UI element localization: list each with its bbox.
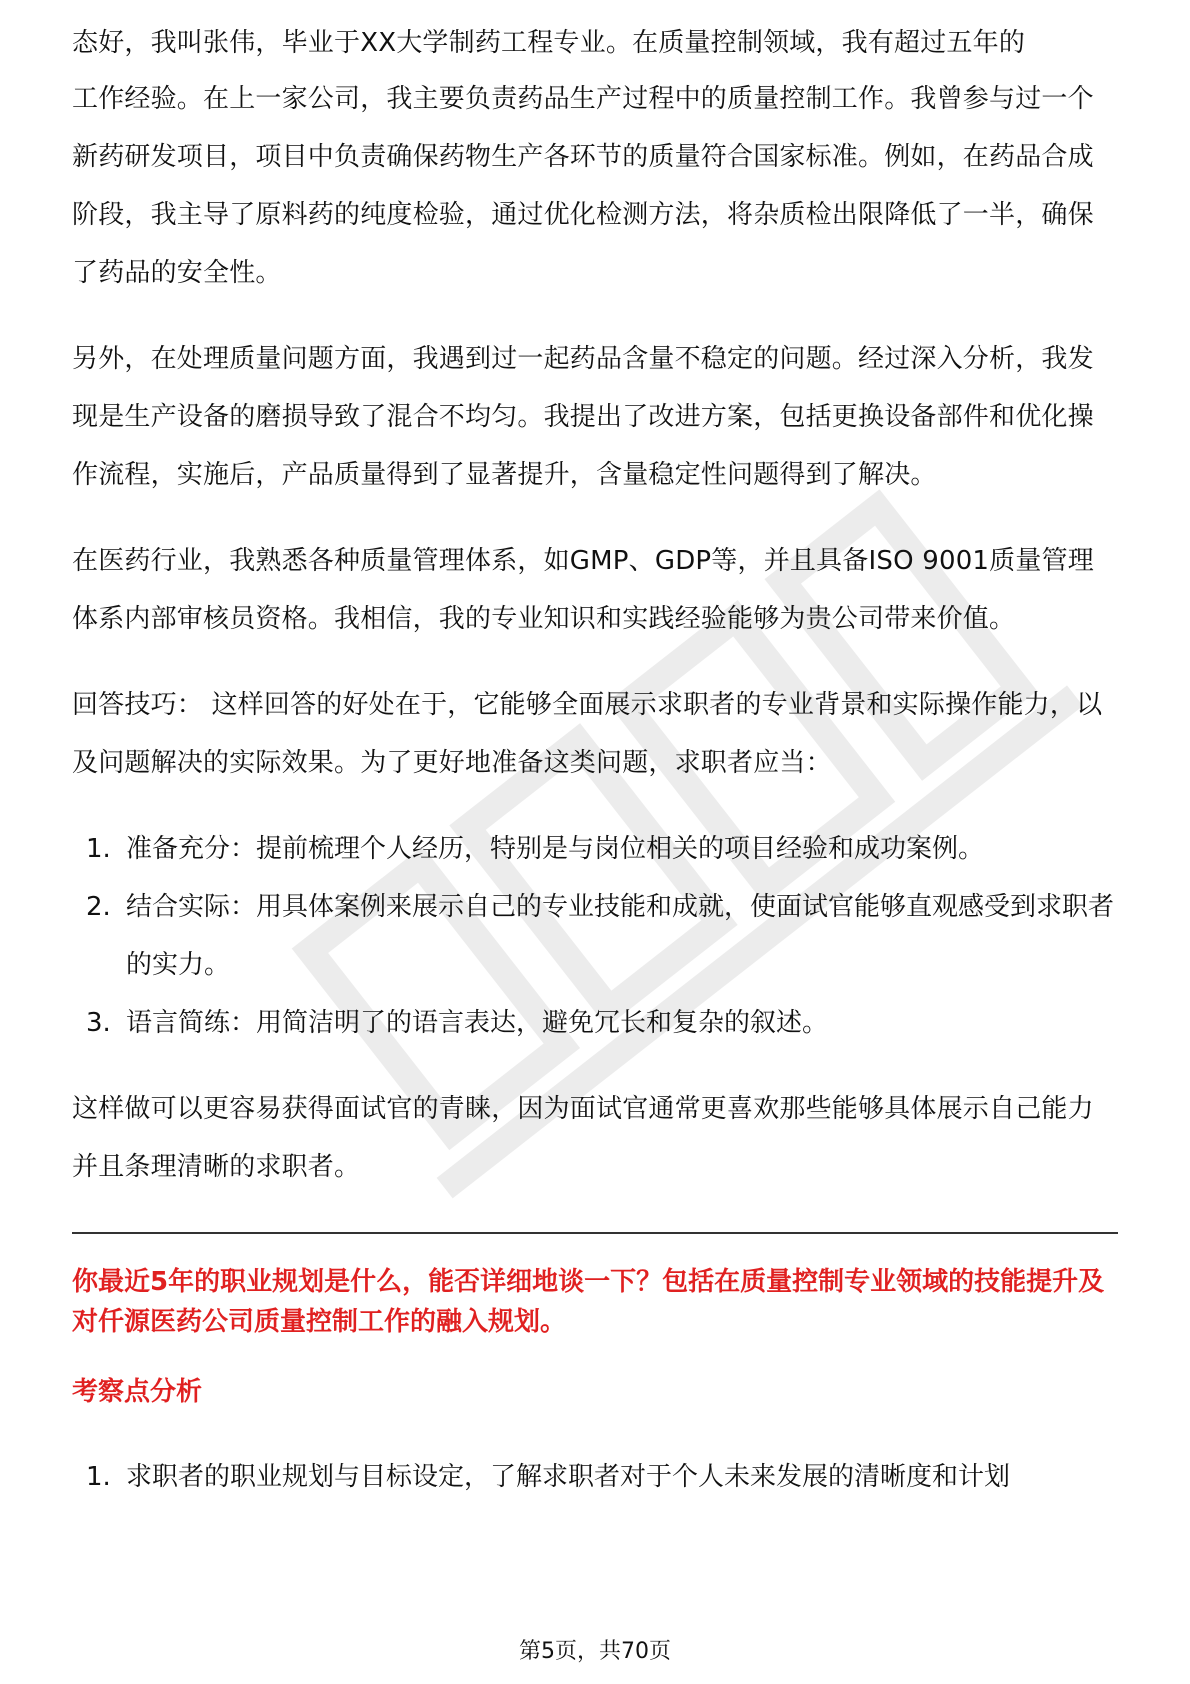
list-item <box>72 994 1118 1052</box>
analysis-heading: 考察点分析 <box>72 1377 203 1407</box>
paragraph-answer-tips: 回答技巧： 这样回答的好处在于，它能够全面展示求职者的专业背景和实际操作能力，以及问题解决的实际效果。为了更好地准备这类问题，求职者应当： <box>72 690 1103 778</box>
list-item <box>72 878 1118 994</box>
list-text: 求职者的职业规划与目标设定，了解求职者对于个人未来发展的清晰度和计划 <box>126 1462 1011 1492</box>
analysis-list <box>72 1448 1118 1506</box>
paragraph-conclusion: 这样做可以更容易获得面试官的青睐，因为面试官通常更喜欢那些能够具体展示自己能力并且条理清晰的求职者。 <box>72 1094 1094 1182</box>
paragraph-problem-solving: 另外，在处理质量问题方面，我遇到过一起药品含量不稳定的问题。经过深入分析，我发现是生产设备的磨损导致了混合不均匀。我提出了改进方案，包括更换设备部件和优化操作流程，实施后，产品质量得到了显著提升，含量稳定性问题得到了解决。 <box>72 344 1094 490</box>
interview-question: 你最近5年的职业规划是什么，能否详细地谈一下？包括在质量控制专业领域的技能提升及对仟源医药公司质量控制工作的融入规划。 <box>72 1267 1105 1337</box>
list-number: 1. <box>86 834 111 864</box>
tips-list <box>72 820 1118 1052</box>
list-item <box>72 820 1118 878</box>
list-text: 语言简练：用简洁明了的语言表达，避免冗长和复杂的叙述。 <box>126 1008 829 1038</box>
list-number: 2. <box>86 892 111 922</box>
list-number: 1. <box>86 1462 111 1492</box>
main-content <box>72 28 1118 1534</box>
section-divider <box>72 1232 1118 1234</box>
paragraph-experience: 工作经验。在上一家公司，我主要负责药品生产过程中的质量控制工作。我曾参与过一个新药研发项目，项目中负责确保药物生产各环节的质量符合国家标准。例如，在药品合成阶段，我主导了原料药的纯度检验，通过优化检测方法，将杂质检出限降低了一半，确保了药品的安全性。 <box>72 84 1094 288</box>
list-item <box>72 1448 1118 1506</box>
page-footer: 第5页，共70页 <box>519 1639 671 1664</box>
paragraph-intro-tail: 态好，我叫张伟，毕业于XX大学制药工程专业。在质量控制领域，我有超过五年的 <box>72 28 1026 58</box>
paragraph-industry-knowledge: 在医药行业，我熟悉各种质量管理体系，如GMP、GDP等，并且具备ISO 9001质量管理体系内部审核员资格。我相信，我的专业知识和实践经验能够为贵公司带来价值。 <box>72 546 1094 634</box>
list-text: 准备充分：提前梳理个人经历，特别是与岗位相关的项目经验和成功案例。 <box>126 834 985 864</box>
list-text: 结合实际：用具体案例来展示自己的专业技能和成就，使面试官能够直观感受到求职者的实力。 <box>126 892 1115 980</box>
list-number: 3. <box>86 1008 111 1038</box>
